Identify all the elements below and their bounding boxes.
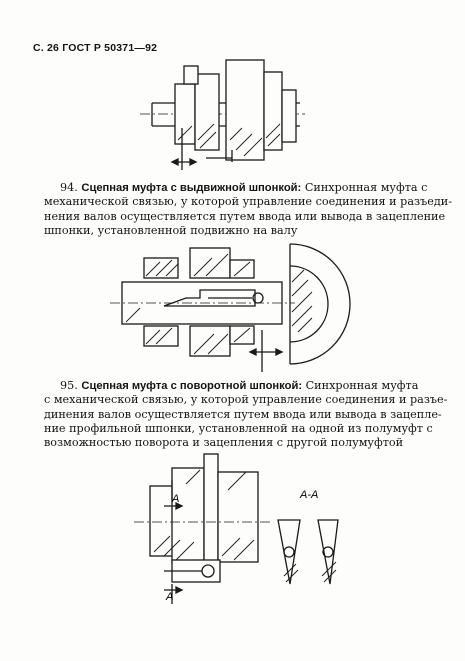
section-95-number: 95. (60, 379, 78, 392)
section-95-line-2: с механической связью, у которой управление соединения и разъе- (44, 393, 448, 407)
section-marker-top: A (172, 493, 180, 505)
section-95-term: Сцепная муфта с поворотной шпонкой: (81, 380, 303, 392)
section-94-line-3: нения валов осуществляется путем ввода или вывода в зацепление (44, 209, 446, 223)
section-marker-bottom: A (166, 591, 174, 603)
section-94-line-4: шпонки, установленной подвижно на валу (44, 223, 298, 237)
section-94-number: 94. (60, 181, 78, 194)
section-title: A-A (300, 489, 319, 501)
section-95-line-4: ние профильной шпонки, установленной на одной из полумуфт с (44, 421, 433, 435)
page-header: С. 26 ГОСТ Р 50371—92 (33, 42, 158, 54)
section-95-line-5: возможностью поворота и зацепления с другой полумуфтой (44, 436, 404, 450)
section-94-line-1: Синхронная муфта с (304, 181, 428, 194)
section-94-line-2: механической связью, у которой управление соединения и разъеди- (44, 195, 452, 209)
section-94-term: Сцепная муфта с выдвижной шпонкой: (81, 182, 302, 194)
section-95-line-3: динения валов осуществляется путем ввода или вывода в зацепле- (44, 407, 442, 421)
section-95-line-1: Синхронная муфта (305, 379, 419, 392)
